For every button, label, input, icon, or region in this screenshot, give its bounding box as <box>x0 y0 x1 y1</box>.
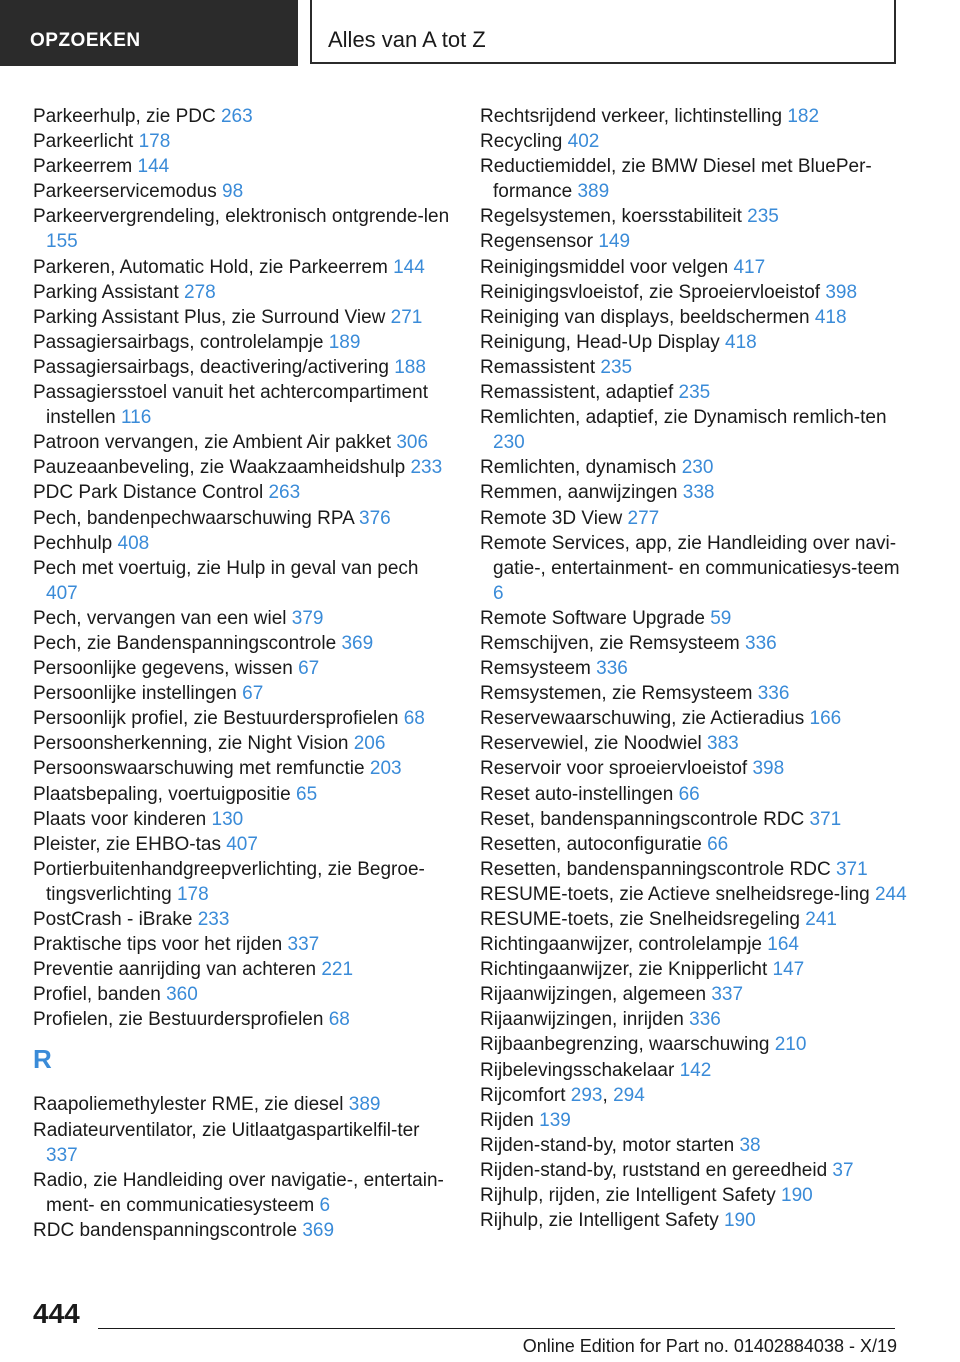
page-link[interactable]: 164 <box>767 934 799 956</box>
index-entry-text: Rijbaanbegrenzing, waarschuwing <box>480 1034 770 1056</box>
index-entry <box>33 430 453 455</box>
page-link[interactable]: 407 <box>46 582 78 604</box>
page-link[interactable]: 336 <box>757 683 790 705</box>
index-entry-text: Reinigung, Head-Up Display <box>480 331 720 353</box>
page-link[interactable]: 230 <box>493 432 525 454</box>
page-link[interactable]: 65 <box>296 783 318 805</box>
index-entry-text: Praktische tips voor het rijden <box>33 934 283 956</box>
index-entry-text: Remote 3D View <box>480 507 623 529</box>
page-link[interactable]: 66 <box>678 783 700 805</box>
index-entry <box>33 1118 453 1168</box>
index-entry-text: Rijaanwijzingen, algemeen <box>480 984 707 1006</box>
page-link[interactable]: 149 <box>598 231 631 253</box>
index-entry <box>480 531 910 606</box>
index-entry-text: Persoonswaarschuwing met remfunctie <box>33 758 365 780</box>
index-entry-text: Rijhulp, zie Intelligent Safety <box>480 1210 719 1232</box>
index-entry <box>33 932 453 957</box>
page-link[interactable]: 182 <box>787 106 820 127</box>
page-link[interactable]: 379 <box>291 607 324 629</box>
page-link[interactable]: 338 <box>682 482 715 504</box>
page-link[interactable]: 203 <box>369 758 402 780</box>
page-link[interactable]: 210 <box>774 1034 807 1056</box>
page-link[interactable]: 68 <box>328 1009 350 1031</box>
index-entry-text: Rijaanwijzingen, inrijden <box>480 1009 684 1031</box>
page-link[interactable]: 389 <box>577 181 610 203</box>
index-entry <box>480 932 910 957</box>
index-entry <box>480 255 910 280</box>
page-link[interactable]: 241 <box>805 909 837 930</box>
page-link[interactable]: 144 <box>393 256 425 278</box>
index-entry-text: Parkeervergrendeling, elektronisch ontgrende‐len <box>33 206 450 228</box>
page-link[interactable]: 293 <box>570 1084 603 1106</box>
index-entry-text: Rijden-stand-by, ruststand en gereedheid <box>480 1159 828 1181</box>
index-entry <box>33 756 453 781</box>
page-link[interactable]: 336 <box>596 658 628 680</box>
page-link[interactable]: 206 <box>353 733 386 755</box>
index-entry-text: Reductiemiddel, zie BMW Diesel met BluePer‐formance <box>480 156 872 203</box>
index-entry-text: RESUME-toets, zie Actieve snelheidsrege‐ling <box>480 883 870 905</box>
index-entry-text: Resetten, bandenspanningscontrole RDC <box>480 858 831 880</box>
index-entry-text: Rijbelevingsschakelaar <box>480 1059 675 1081</box>
index-entry-text: Passagiersairbags, controlelampje <box>33 331 324 353</box>
index-entry <box>33 1168 453 1218</box>
index-entry-text: Recycling <box>480 131 563 153</box>
index-entry <box>33 832 453 857</box>
footer-edition: Online Edition for Part no. 01402884038 - X/19 <box>522 1336 897 1356</box>
index-entry-text: Resetten, autoconfiguratie <box>480 833 702 855</box>
index-entry <box>33 455 453 480</box>
index-entry <box>33 656 453 681</box>
page-title: Alles van A tot Z <box>310 0 896 64</box>
index-entry-text: Richtingaanwijzer, zie Knipperlicht <box>480 959 768 981</box>
index-entry-text: Profielen, zie Bestuurdersprofielen <box>33 1009 324 1031</box>
index-entry <box>480 857 910 882</box>
index-entry <box>480 1133 910 1158</box>
index-entry <box>33 531 453 556</box>
page-link[interactable]: 306 <box>396 432 429 454</box>
index-entry-text: Remsysteem <box>480 658 591 680</box>
page-link[interactable]: 190 <box>781 1185 813 1207</box>
index-entry-text: Reiniging van displays, beeldschermen <box>480 306 810 328</box>
page-link[interactable]: 398 <box>825 281 858 303</box>
index-entry-text: Remmen, aanwijzingen <box>480 482 678 504</box>
index-column-right <box>480 104 910 1233</box>
index-entry <box>480 1208 910 1233</box>
index-entry-text: Persoonlijke instellingen <box>33 683 237 705</box>
page-link[interactable]: 139 <box>539 1109 571 1131</box>
index-entry <box>33 129 453 154</box>
index-entry <box>33 982 453 1007</box>
index-entry-text: Preventie aanrijding van achteren <box>33 959 317 981</box>
index-entry <box>33 204 453 254</box>
page-header <box>0 0 960 66</box>
page-link[interactable]: 37 <box>832 1159 854 1181</box>
index-entry <box>480 1007 910 1032</box>
index-entry-text: Reset, bandenspanningscontrole RDC <box>480 808 805 830</box>
page-link[interactable]: 360 <box>166 984 198 1006</box>
page-link[interactable]: 67 <box>242 683 264 705</box>
page-link[interactable]: 398 <box>752 758 785 780</box>
index-entry-text: Reservoir voor sproeiervloeistof <box>480 758 748 780</box>
page-link[interactable]: 263 <box>268 482 301 504</box>
index-entry <box>33 1218 453 1243</box>
index-entry-text: Passagiersstoel vanuit het achtercompartiment instellen <box>33 382 428 429</box>
section-tab[interactable]: OPZOEKEN <box>0 0 298 66</box>
page-link[interactable]: 369 <box>302 1219 335 1241</box>
page-link[interactable]: 235 <box>678 382 711 404</box>
index-entry <box>33 1092 453 1117</box>
index-entry-text: PDC Park Distance Control <box>33 482 264 504</box>
index-entry <box>480 330 910 355</box>
page-link[interactable]: 271 <box>390 306 423 328</box>
index-entry <box>480 882 910 907</box>
index-entry <box>33 179 453 204</box>
page-link[interactable]: 68 <box>403 708 425 730</box>
index-entry-text: Parkeren, Automatic Hold, zie Parkeerrem <box>33 256 388 278</box>
index-entry-text: Remschijven, zie Remsysteem <box>480 632 740 654</box>
index-entry-text: Reinigingsvloeistof, zie Sproeiervloeistof <box>480 281 821 303</box>
index-entry <box>480 957 910 982</box>
index-entry <box>480 631 910 656</box>
index-entry-text: Rijcomfort <box>480 1084 566 1106</box>
index-entry <box>480 706 910 731</box>
index-entry-text: Parkeerlicht <box>33 131 134 153</box>
page-link[interactable]: 189 <box>328 331 361 353</box>
page-link[interactable]: 144 <box>137 156 170 178</box>
index-entry-text: Pechhulp <box>33 532 113 554</box>
page-link[interactable]: 402 <box>567 131 600 153</box>
index-entry-text: Reservewiel, zie Noodwiel <box>480 733 702 755</box>
index-entry <box>480 1158 910 1183</box>
page-link[interactable]: 408 <box>117 532 150 554</box>
page-number: 444 <box>33 1298 80 1329</box>
page-link[interactable]: 235 <box>747 206 779 228</box>
index-entry-text: Reinigingsmiddel voor velgen <box>480 256 729 278</box>
index-entry <box>33 606 453 631</box>
page-link[interactable]: 233 <box>197 909 230 930</box>
index-entry <box>480 832 910 857</box>
index-entry-text: Rijhulp, rijden, zie Intelligent Safety <box>480 1185 776 1207</box>
index-entry-text: Passagiersairbags, deactivering/activering <box>33 356 389 378</box>
page-link[interactable]: 277 <box>627 507 660 529</box>
index-entry <box>480 1058 910 1083</box>
index-entry <box>480 731 910 756</box>
index-entry <box>480 982 910 1007</box>
index-entry-text: Radio, zie Handleiding over navigatie-, entertain‐ment- en communicatiesysteem <box>33 1169 444 1216</box>
index-entry <box>33 681 453 706</box>
index-entry-text: Persoonsherkenning, zie Night Vision <box>33 733 349 755</box>
page-link[interactable]: 6 <box>319 1194 331 1216</box>
index-entry-text: Raapoliemethylester RME, zie diesel <box>33 1094 344 1116</box>
page-link[interactable]: 336 <box>689 1009 721 1031</box>
index-entry <box>480 782 910 807</box>
page-link[interactable]: 230 <box>681 457 714 479</box>
index-entry-text: Plaatsbepaling, voertuigpositie <box>33 783 291 805</box>
page-link[interactable]: 59 <box>710 607 732 629</box>
index-entry-text: Remsystemen, zie Remsysteem <box>480 683 753 705</box>
page-link[interactable]: 371 <box>809 808 842 830</box>
index-entry <box>33 631 453 656</box>
index-entry-text: Rechtsrijdend verkeer, lichtinstelling <box>480 106 783 127</box>
index-entry <box>33 330 453 355</box>
index-list <box>33 104 453 1032</box>
page-link[interactable]: 233 <box>410 457 443 479</box>
index-entry-text: Persoonlijk profiel, zie Bestuurdersprofielen <box>33 708 399 730</box>
index-entry-text: Remassistent <box>480 356 596 378</box>
index-entry-text: Regelsystemen, koersstabiliteit <box>480 206 742 228</box>
page-link[interactable]: 371 <box>835 858 868 880</box>
section-letter: R <box>33 1044 52 1075</box>
page-link[interactable]: 337 <box>287 934 320 956</box>
index-entry-text: Remote Software Upgrade <box>480 607 705 629</box>
index-entry <box>33 731 453 756</box>
index-entry <box>480 204 910 229</box>
index-entry <box>33 957 453 982</box>
index-entry-text: Pech met voertuig, zie Hulp in geval van pech <box>33 557 419 579</box>
index-entry-text: Remlichten, dynamisch <box>480 457 677 479</box>
page-link[interactable]: 337 <box>46 1144 78 1166</box>
index-entry-text: Parkeerrem <box>33 156 133 178</box>
index-entry-text: Parking Assistant <box>33 281 179 303</box>
index-entry-text: Profiel, banden <box>33 984 161 1006</box>
page-link[interactable]: 178 <box>176 883 209 905</box>
index-entry-text: RDC bandenspanningscontrole <box>33 1219 298 1241</box>
index-entry <box>480 681 910 706</box>
index-entry <box>480 380 910 405</box>
index-entry <box>33 1007 453 1032</box>
page-link[interactable]: 369 <box>341 632 374 654</box>
page-link[interactable]: 389 <box>348 1094 381 1116</box>
index-entry <box>33 154 453 179</box>
page-link[interactable]: 155 <box>46 231 78 253</box>
index-entry <box>480 1183 910 1208</box>
index-entry <box>480 455 910 480</box>
index-entry <box>33 255 453 280</box>
index-entry <box>33 305 453 330</box>
index-entry <box>480 807 910 832</box>
page-link[interactable]: 294 <box>613 1084 645 1106</box>
index-list <box>480 104 910 1233</box>
index-entry <box>33 480 453 505</box>
index-entry-text: Remlichten, adaptief, zie Dynamisch remlich‐ten <box>480 407 887 429</box>
index-entry <box>33 907 453 932</box>
page-link[interactable]: 116 <box>121 407 152 429</box>
index-entry <box>33 857 453 907</box>
index-entry <box>33 355 453 380</box>
page-link[interactable]: 244 <box>874 883 907 905</box>
page-link[interactable]: 418 <box>725 331 757 353</box>
page-link[interactable]: 130 <box>211 808 244 830</box>
index-entry <box>480 154 910 204</box>
index-entry-text: Patroon vervangen, zie Ambient Air pakket <box>33 432 392 454</box>
index-entry-text: Parking Assistant Plus, zie Surround View <box>33 306 386 328</box>
page-link[interactable]: 376 <box>359 507 391 529</box>
index-entry: Rijcomfort 293, 294 <box>480 1084 645 1106</box>
page-link[interactable]: 6 <box>493 582 504 604</box>
index-entry-text: Remassistent, adaptief <box>480 382 674 404</box>
page-link[interactable]: 98 <box>222 181 244 203</box>
index-entry <box>480 305 910 330</box>
index-entry <box>33 280 453 305</box>
index-entry-text: Pech, zie Bandenspanningscontrole <box>33 632 337 654</box>
index-entry <box>480 1032 910 1057</box>
index-entry <box>480 104 910 129</box>
page-link[interactable]: 336 <box>745 632 777 654</box>
index-entry-text: Radiateurventilator, zie Uitlaatgaspartikelfil‐ter <box>33 1119 420 1141</box>
page-link[interactable]: 166 <box>809 708 842 730</box>
index-entry-text: PostCrash - iBrake <box>33 909 193 930</box>
index-entry <box>33 380 453 430</box>
index-entry <box>33 104 453 129</box>
page-link[interactable]: 38 <box>739 1134 761 1156</box>
index-entry-text: Parkeerservicemodus <box>33 181 217 203</box>
index-entry <box>480 907 910 932</box>
page-link[interactable]: 418 <box>814 306 847 328</box>
index-entry-text: Pleister, zie EHBO-tas <box>33 833 221 855</box>
page-link[interactable]: 178 <box>138 131 171 153</box>
page-link[interactable]: 417 <box>733 256 766 278</box>
index-entry <box>480 506 910 531</box>
index-entry-text: Richtingaanwijzer, controlelampje <box>480 934 762 956</box>
page-link[interactable]: 188 <box>394 356 426 378</box>
index-entry <box>33 556 453 606</box>
index-entry <box>480 405 910 455</box>
page-link[interactable]: 235 <box>600 356 633 378</box>
index-entry-text: Pech, bandenpechwaarschuwing RPA <box>33 507 354 529</box>
page-link[interactable]: 142 <box>679 1059 712 1081</box>
index-entry-text: RESUME-toets, zie Snelheidsregeling <box>480 909 800 930</box>
index-entry-text: Reset auto-instellingen <box>480 783 674 805</box>
index-entry <box>33 807 453 832</box>
index-entry-text: Persoonlijke gegevens, wissen <box>33 658 293 680</box>
index-entry <box>480 129 910 154</box>
index-entry-text: Pauzeaanbeveling, zie Waakzaamheidshulp <box>33 457 406 479</box>
index-entry <box>33 506 453 531</box>
page-link[interactable]: 407 <box>226 833 258 855</box>
page-link[interactable]: 263 <box>220 106 253 127</box>
page-link[interactable]: 278 <box>184 281 216 303</box>
index-entry <box>33 782 453 807</box>
index-entry <box>480 355 910 380</box>
index-entry-text: Rijden-stand-by, motor starten <box>480 1134 735 1156</box>
page-link[interactable]: 67 <box>298 658 320 680</box>
footer-divider <box>98 1328 895 1329</box>
index-entry <box>480 656 910 681</box>
page-link[interactable]: 383 <box>707 733 739 755</box>
index-entry <box>480 480 910 505</box>
index-entry-text: Rijden <box>480 1109 534 1131</box>
index-entry <box>480 606 910 631</box>
page-link[interactable]: 337 <box>711 984 744 1006</box>
index-entry-text: Pech, vervangen van een wiel <box>33 607 287 629</box>
index-entry <box>480 1108 910 1133</box>
index-entry-text: Reservewaarschuwing, zie Actieradius <box>480 708 805 730</box>
index-column-left <box>33 104 453 1243</box>
index-entry <box>33 706 453 731</box>
page-link[interactable]: 221 <box>321 959 354 981</box>
index-list <box>33 1092 453 1243</box>
index-entry <box>480 756 910 781</box>
index-entry <box>480 280 910 305</box>
page-link[interactable]: 66 <box>707 833 729 855</box>
page-link[interactable]: 190 <box>723 1210 756 1232</box>
index-entry <box>480 229 910 254</box>
index-entry-text: Parkeerhulp, zie PDC <box>33 106 216 127</box>
index-entry-text: Portierbuitenhandgreepverlichting, zie Begroe‐tingsverlichting <box>33 858 425 905</box>
index-entry-text: Plaats voor kinderen <box>33 808 207 830</box>
index-entry-text: Remote Services, app, zie Handleiding over navi‐gatie-, entertainment- en communicatiesys‐teem <box>480 532 900 579</box>
index-entry-text: Regensensor <box>480 231 594 253</box>
page-link[interactable]: 147 <box>772 959 805 981</box>
